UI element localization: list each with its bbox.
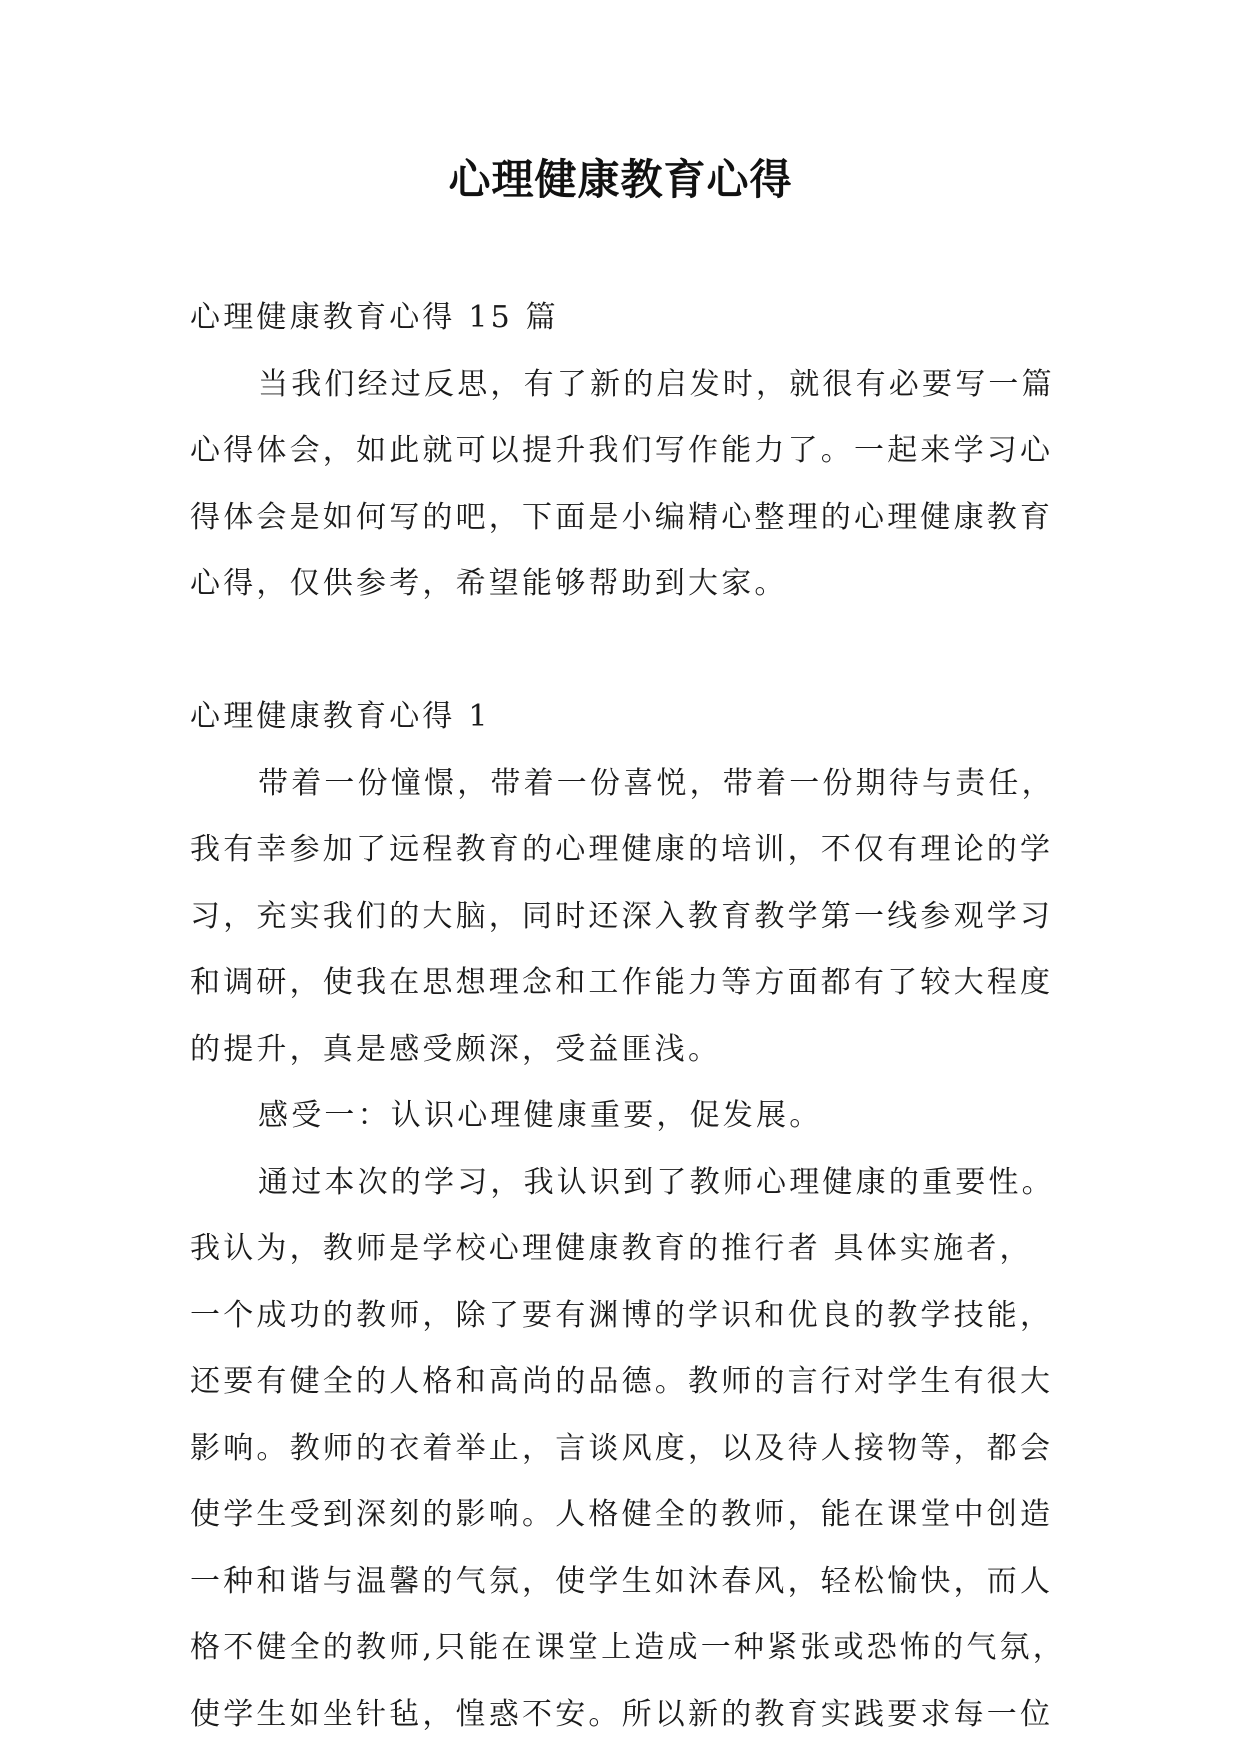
text-line: 感受一：认识心理健康重要，促发展。 xyxy=(258,1098,823,1133)
text-line: 当我们经过反思，有了新的启发时，就很有必要写一篇 xyxy=(258,366,1055,402)
text-line: 通过本次的学习，我认识到了教师心理健康的重要性。 xyxy=(258,1164,1055,1200)
paragraph-gap xyxy=(190,618,1060,685)
text-line: 心得，仅供参考，希望能够帮助到大家。 xyxy=(190,566,788,601)
text-line: 使学生如坐针毡，惶惑不安。所以新的教育实践要求每一位 xyxy=(190,1696,1054,1732)
document-title: 心理健康教育心得 xyxy=(448,155,793,204)
text-line: 的提升，真是感受颇深，受益匪浅。 xyxy=(190,1031,722,1067)
text-line: 得体会是如何写的吧，下面是小编精心整理的心理健康教育 xyxy=(190,499,1054,535)
text-line: 心理健康教育心得 1 xyxy=(190,699,491,734)
text-line: 习，充实我们的大脑，同时还深入教育教学第一线参观学习 xyxy=(190,898,1054,934)
text-line: 和调研，使我在思想理念和工作能力等方面都有了较大程度 xyxy=(190,965,1054,1000)
text-line: 带着一份憧憬，带着一份喜悦，带着一份期待与责任， xyxy=(258,765,1055,801)
text-line: 心得体会，如此就可以提升我们写作能力了。一起来学习心 xyxy=(190,433,1054,468)
text-line: 影响。教师的衣着举止，言谈风度，以及待人接物等，都会 xyxy=(190,1430,1054,1466)
text-line: 我认为，教师是学校心理健康教育的推行者 具体实施者， xyxy=(190,1231,1033,1266)
text-line: 一个成功的教师，除了要有渊博的学识和优良的教学技能， xyxy=(190,1297,1054,1333)
document-body xyxy=(190,285,1066,1748)
text-line: 我有幸参加了远程教育的心理健康的培训，不仅有理论的学 xyxy=(190,832,1054,867)
text-line: 格不健全的教师,只能在课堂上造成一种紧张或恐怖的气氛， xyxy=(190,1630,1066,1665)
text-line: 使学生受到深刻的影响。人格健全的教师，能在课堂中创造 xyxy=(190,1497,1054,1532)
text-line: 一种和谐与温馨的气氛，使学生如沐春风，轻松愉快，而人 xyxy=(190,1563,1054,1599)
text-line: 还要有健全的人格和高尚的品德。教师的言行对学生有很大 xyxy=(190,1364,1054,1399)
text-line: 心理健康教育心得 15 篇 xyxy=(190,300,559,335)
